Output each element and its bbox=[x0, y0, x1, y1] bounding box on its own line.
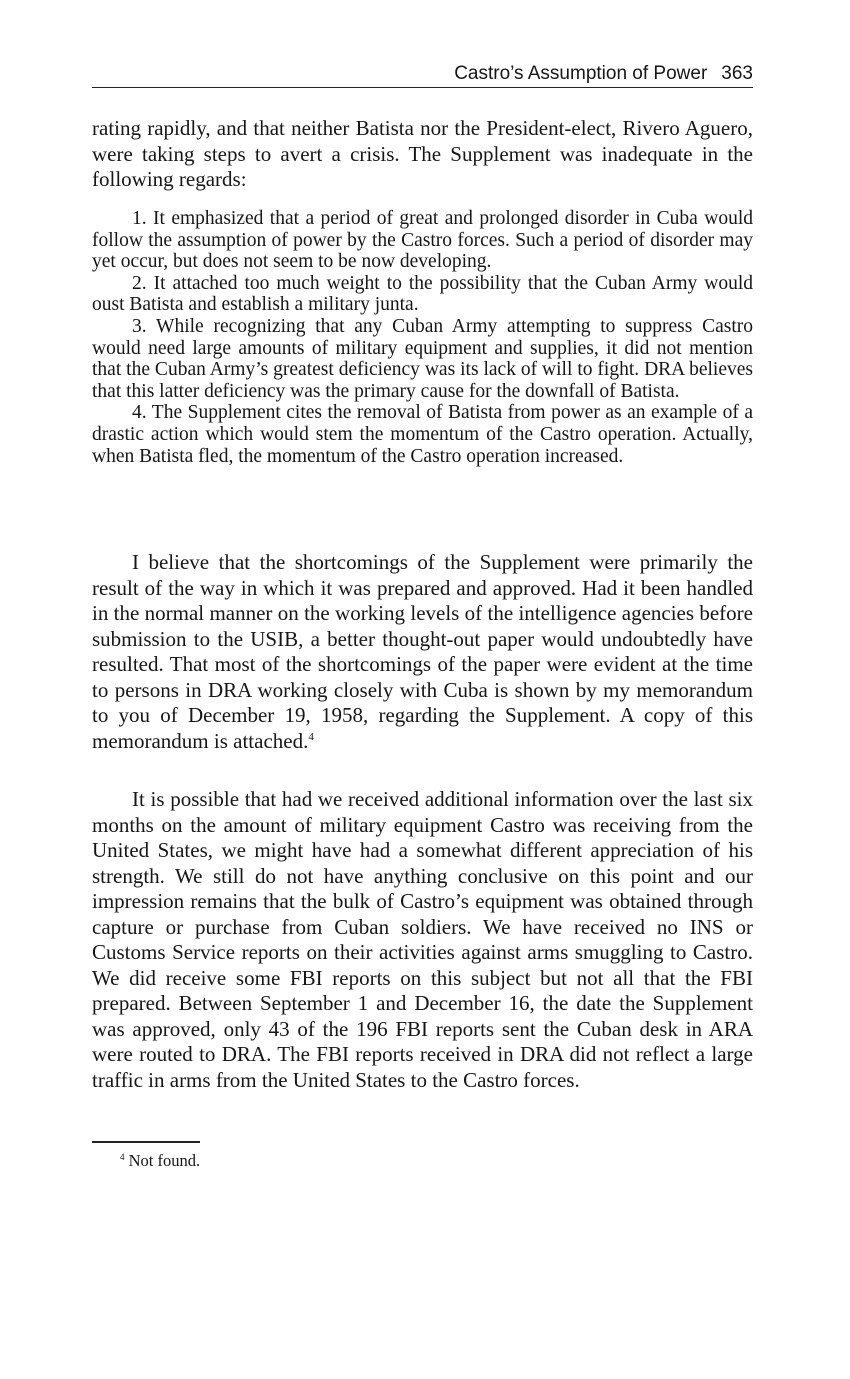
footnote-divider bbox=[92, 1141, 200, 1143]
point-1: 1. It emphasized that a period of great and prolonged disorder in Cuba would follow the assumption of power by the Castro forces. Such a period of disorder may yet occur, but does not seem to be now developing. bbox=[92, 208, 753, 273]
numbered-points bbox=[92, 208, 753, 467]
footnote-text: Not found. bbox=[128, 1151, 201, 1170]
intro-paragraph: rating rapidly, and that neither Batista nor the President-elect, Rivero Aguero, were taking steps to avert a crisis. The Supplement was inadequate in the following regards: bbox=[92, 116, 753, 191]
point-4: 4. The Supplement cites the removal of Batista from power as an example of a drastic action which would stem the momentum of the Castro operation. Actually, when Batista fled, the momentum of the Castro operation increased. bbox=[92, 402, 753, 467]
footnote-reference: 4 bbox=[308, 730, 314, 743]
footnote bbox=[120, 1150, 200, 1172]
point-3: 3. While recognizing that any Cuban Army attempting to suppress Castro would need large amounts of military equipment and supplies, it did not mention that the Cuban Army’s greatest deficiency was its lack of will to fight. DRA believes that this latter deficiency was the primary cause for the downfall of Batista. bbox=[92, 315, 753, 402]
point-2: 2. It attached too much weight to the possibility that the Cuban Army would oust Batista and establish a military junta. bbox=[92, 272, 753, 316]
running-title: Castro’s Assumption of Power bbox=[454, 63, 708, 84]
body-paragraph-1 bbox=[92, 550, 753, 754]
body-paragraph-2: It is possible that had we received additional information over the last six months on the amount of military equipment Castro was receiving from the United States, we might have had a somewhat different appreciation of his strength. We still do not have anything conclusive on this point and our impression remains that the bulk of Castro’s equipment was obtained through capture or purchase from Cuban soldiers. We have received no INS or Customs Service reports on their activities against arms smuggling to Castro. We did receive some FBI reports on this subject but not all that the FBI prepared. Between September 1 and December 16, the date the Supplement was approved, only 43 of the 196 FBI reports sent the Cuban desk in ARA were routed to DRA. The FBI reports received in DRA did not reflect a large traffic in arms from the United States to the Castro forces. bbox=[92, 787, 753, 1092]
body-paragraph-1-text: I believe that the shortcomings of the Supplement were primarily the result of the way in which it was prepared and approved. Had it been handled in the normal manner on the working levels of the intelligence agencies before submission to the USIB, a better thought-out paper would undoubtedly have resulted. That most of the shortcomings of the paper were evident at the time to persons in DRA working closely with Cuba is shown by my memorandum to you of December 19, 1958, regarding the Supplement. A copy of this memorandum is attached. bbox=[92, 550, 753, 753]
page-number: 363 bbox=[721, 63, 753, 84]
running-header bbox=[92, 60, 753, 88]
footnote-marker: 4 bbox=[120, 1152, 125, 1162]
